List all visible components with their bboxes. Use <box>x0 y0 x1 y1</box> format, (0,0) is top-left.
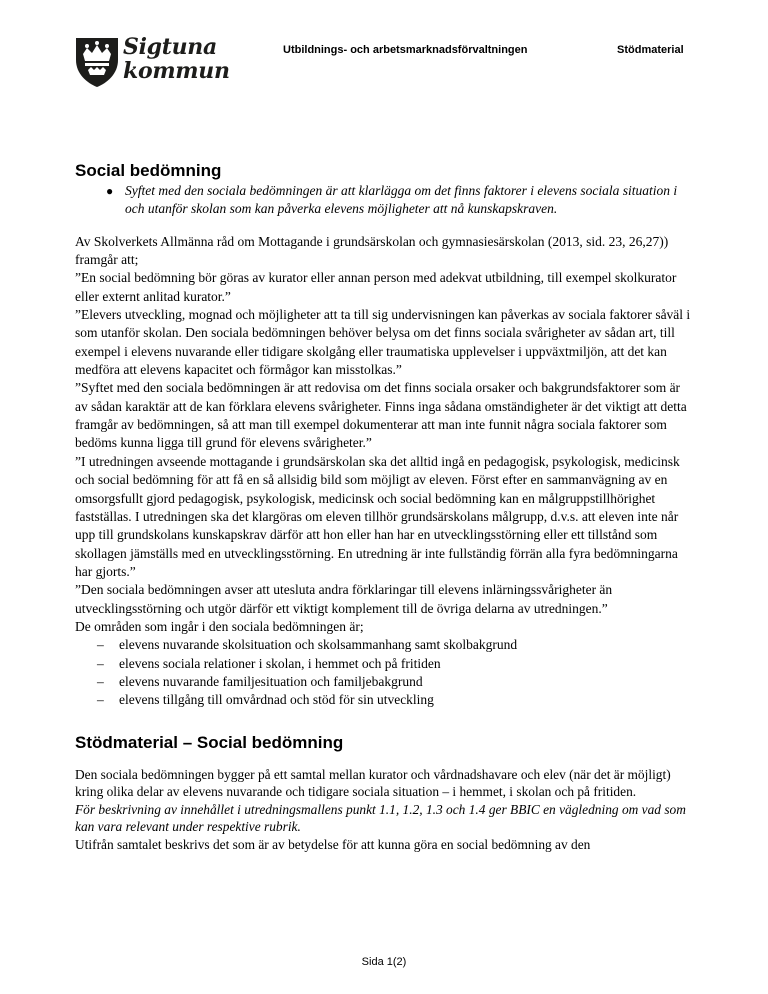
paragraph: Utifrån samtalet beskrivs det som är av betydelse för att kunna göra en social bedömning av den <box>75 836 591 852</box>
header-department: Utbildnings- och arbetsmarknadsförvaltningen <box>283 44 528 56</box>
purpose-text: Syftet med den sociala bedömningen är att klarlägga om det finns faktorer i elevens sociala situation i och utanför skolan som kan påverka elevens möjligheter att nå kunskapskraven. <box>125 183 678 217</box>
sigtuna-logo <box>73 34 230 90</box>
logo-line1: Sigtuna <box>123 34 217 60</box>
paragraph-italic: För beskrivning av innehållet i utredningsmallens punkt 1.1, 1.2, 1.3 och 1.4 ger BBIC en vägledning om vad som kan vara relevant under respektive rubrik. <box>75 801 686 835</box>
purpose-bullet <box>106 182 695 219</box>
section1-heading: Social bedömning <box>75 161 222 180</box>
list-item: – elevens nuvarande familjesituation och familjebakgrund <box>75 673 695 691</box>
dash-icon: – <box>97 692 104 708</box>
paragraph: ”Den sociala bedömningen avser att utesluta andra förklaringar till elevens inlärningssvårigheter än utvecklingsstörning och utgör därför ett viktigt komplement till de övriga delarna av utredningen.” <box>75 582 613 616</box>
logo-line2: kommun <box>123 58 230 84</box>
paragraph: ”I utredningen avseende mottagande i grundsärskolan ska det alltid ingå en pedagogisk, psykologisk, medicinsk och social bedömning för att få en så allsidig bild som möjligt av eleven. Först efter en sammanvägning av en omsorgsfullt gjord pedagogisk, psykologisk, medicinsk och social bedömning kan en målgruppstillhörighet fastställas. I utredningen ska det klargöras om eleven tillhör grundsärskolans målgrupp, d.v.s. att eleven inte når upp till grundskolans kunskapskrav därför att hon eller han har en utvecklingsstörning eller ett tillstånd som skollagen jämställs med en utvecklingsstörning. En utredning är inte fullständig förrän alla fyra bedömningarna har gjorts.” <box>75 453 680 579</box>
list-item: – elevens sociala relationer i skolan, i hemmet och på fritiden <box>75 655 695 673</box>
areas-list <box>75 636 695 709</box>
document-body <box>75 160 695 853</box>
bullet-dot-icon: ● <box>106 184 114 198</box>
dash-icon: – <box>97 673 104 689</box>
header-doc-type: Stödmaterial <box>617 44 684 56</box>
logo-wordmark <box>123 35 230 83</box>
dash-icon: – <box>97 655 104 671</box>
list-item: – elevens tillgång till omvårdnad och stöd för sin utveckling <box>75 691 695 709</box>
section2-heading: Stödmaterial – Social bedömning <box>75 732 344 752</box>
paragraph: ”En social bedömning bör göras av kurator eller annan person med adekvat utbildning, till exempel skolkurator eller externt anlitad kurator.” <box>75 270 677 304</box>
paragraph: Den sociala bedömningen bygger på ett samtal mellan kurator och vårdnadshavare och elev (när det är möjligt) kring olika delar av elevens nuvarande och tidigare sociala situation – i hemmet, i skolan och på fritiden. <box>75 766 671 800</box>
paragraph: ”Syftet med den sociala bedömningen är att redovisa om det finns sociala orsaker och bakgrundsfaktorer som är av sådan karaktär att de kan förklara elevens svårigheter. Finns inga sådana omständigheter är det viktigt att detta framgår av bedömningen, så att man till exempel dokumenterar att man inte funnit några sociala faktorer som bedöms kunna ligga till grund för elevens svårigheter.” <box>75 380 687 451</box>
list-item: – elevens nuvarande skolsituation och skolsammanhang samt skolbakgrund <box>75 636 695 654</box>
paragraph: Av Skolverkets Allmänna råd om Mottagande i grundsärskolan och gymnasiesärskolan (2013, sid. 23, 26,27)) framgår att; <box>75 233 669 268</box>
dash-icon: – <box>97 637 104 653</box>
paragraph: De områden som ingår i den sociala bedömningen är; <box>75 618 364 634</box>
page-number: Sida 1(2) <box>361 956 407 968</box>
crown-shield-icon <box>73 34 121 88</box>
paragraph: ”Elevers utveckling, mognad och möjligheter att ta till sig undervisningen kan påverkas av sociala faktorer såväl i som utanför skolan. Den sociala bedömningen behöver belysa om det finns sociala svårigheter av sådan art, till exempel i elevens nuvarande eller tidigare skolgång eller traumatiska upplevelser i uppväxtmiljön, att det kan medföra att elevens kapacitet och förmågor kan misstolkas.” <box>75 307 691 378</box>
